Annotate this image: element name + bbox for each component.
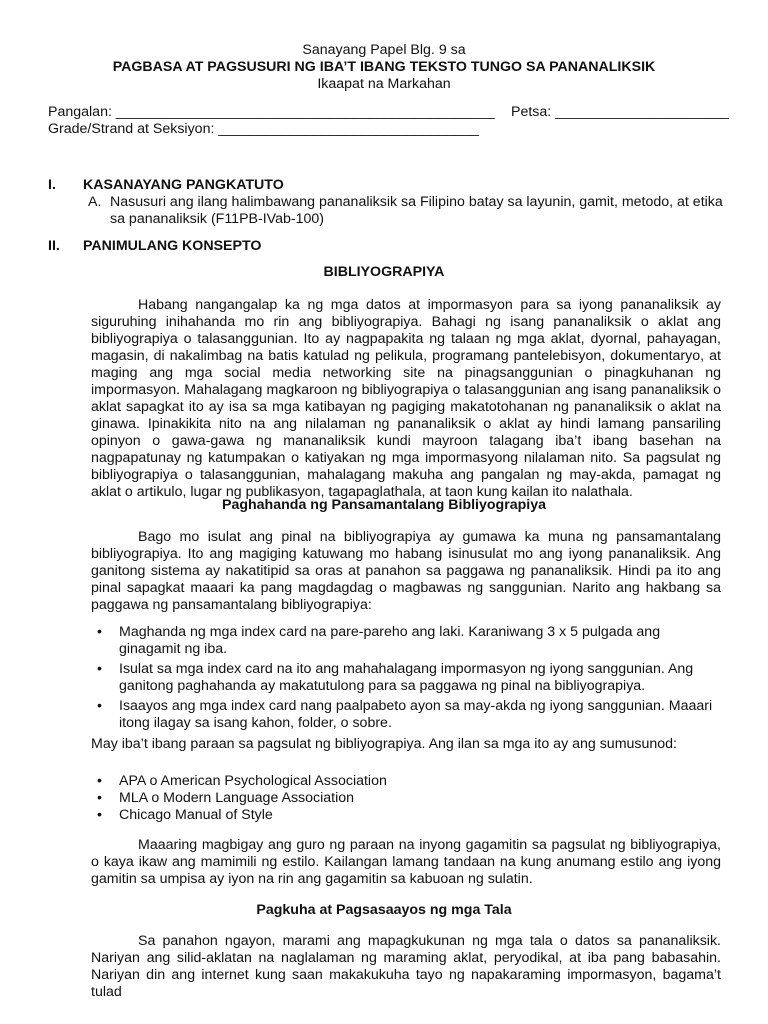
paragraph-text: Bago mo isulat ang pinal na bibliyograpiya ay gumawa ka muna ng pansamantalang bibliyograpiya. Ito ang magiging katuwang mo habang isinusulat mo ang iyong pananaliksik. Ang ganitong sistema ay nakatitipid sa oras at panahon sa paggawa ng pananaliksik. Hindi pa ito ang pinal sapagkat maaari ka pang magdagdag o magbawas ng sanggunian. Narito ang hakbang sa paggawa ng pansamantalang bibliyograpiya: xyxy=(91,529,721,613)
paragraph-text: Sa panahon ngayon, marami ang mapagkukunan ng mga tala o datos sa pananaliksik. Nariyan ang silid-aklatan na naglalaman ng maraming aklat, peryodikal, at iba pang babasahin. Nariyan din ang internet kung saan makakukuha tayo ng napakaraming impormasyon, bagama’t tulad xyxy=(91,933,721,1000)
section-2-number: II. xyxy=(48,238,60,254)
section-2-title: PANIMULANG KONSEPTO xyxy=(83,238,262,254)
document-title: PAGBASA AT PAGSUSURI NG IBA’T IBANG TEKSTO TUNGO SA PANANALIKSIK xyxy=(112,59,656,75)
paragraph-text: Habang nangangalap ka ng mga datos at impormasyon para sa iyong pananaliksik ay siguruhing inihahanda mo rin ang bibliyograpiya. Bahagi ng isang pananaliksik o aklat ang bibliyograpiya o talasanggunian. Ito ay nagpapakita ng talaan ng mga aklat, dyornal, pahayagan, magasin, di nakalimbag na batis katulad ng pelikula, programang pantelebisyon, dokumentaryo, at maging ang mga social media networking site na pinagsanggunian o pinagkuhanan ng impormasyon. Mahalagang magkaroon ng bibliyograpiya o talasanggunian ang isang pananaliksik o aklat sapagkat ito ay isa sa mga katibayan ng pagiging makatotohanan ng pananaliksik o aklat na ginawa. Ipinakikita nito na ang nilalaman ng pananaliksik o aklat ay hindi lamang pansariling opinyon o gawa-gawa ng mananaliksik kundi mayroon talagang iba’t ibang basehan na nagpapatunay ng katumpakan o katiyakan ng mga impormasyong nilalaman nito. Sa pagsulat ng bibliyograpiya o talasanggunian, mahalagang makuha ang pangalan ng may-akda, pamagat ng aklat o artikulo, lugar ng publikasyon, tagapaglathala, at taon kung kailan ito nalathala. xyxy=(91,297,721,500)
style-choice-paragraph xyxy=(91,837,721,888)
date-field[interactable]: Petsa: ______________________ xyxy=(511,104,729,120)
list-item: • Maghanda ng mga index card na pare-pareho ang laki. Karaniwang 3 x 5 pulgada ang ginagamit ng iba. xyxy=(91,624,721,658)
section-1-number: I. xyxy=(48,177,56,193)
citation-styles-list xyxy=(91,773,721,824)
worksheet-number: Sanayang Papel Blg. 9 sa xyxy=(302,42,466,58)
quarter-label: Ikaapat na Markahan xyxy=(317,76,451,92)
list-item: • Isulat sa mga index card na ito ang mahahalagang impormasyon ng iyong sanggunian. Ang ganitong paghahanda ay makatutulong para sa paggawa ng pinal na bibliyograpiya. xyxy=(91,661,721,695)
name-field[interactable]: Pangalan: ________________________________________________ xyxy=(48,104,495,120)
competency-letter: A. xyxy=(88,194,102,210)
temporary-bibliography-heading: Paghahanda ng Pansamantalang Bibliyograpiya xyxy=(221,497,547,513)
competency-text-line1: Nasusuri ang ilang halimbawang pananaliksik sa Filipino batay sa layunin, gamit, metodo, at etika xyxy=(110,194,723,210)
bibliography-heading: BIBLIYOGRAPIYA xyxy=(323,264,445,280)
list-item: • MLA o Modern Language Association xyxy=(91,790,721,807)
preparation-paragraph xyxy=(91,529,721,614)
steps-list xyxy=(91,624,721,735)
list-item: • APA o American Psychological Association xyxy=(91,773,721,790)
competency-text-line2: sa pananaliksik (F11PB-IVab-100) xyxy=(110,211,324,227)
bibliography-paragraph xyxy=(91,297,721,501)
list-item: • Isaayos ang mga index card nang paalpabeto ayon sa may-akda ng iyong sanggunian. Maaari itong ilagay sa isang kahon, folder, o sobre. xyxy=(91,698,721,732)
section-1-title: KASANAYANG PANGKATUTO xyxy=(83,177,284,193)
notes-heading: Pagkuha at Pagsasaayos ng mga Tala xyxy=(256,902,512,918)
paragraph-text: Maaaring magbigay ang guro ng paraan na inyong gagamitin sa pagsulat ng bibliyograpiya, o kaya ikaw ang mamimili ng estilo. Kailangan lamang tandaan na kung anumang estilo ang iyong gamitin sa umpisa ay iyon na rin ang gagamitin sa kabuoan ng sulatin. xyxy=(91,837,721,887)
notes-paragraph xyxy=(91,933,721,1001)
grade-section-field[interactable]: Grade/Strand at Seksiyon: _________________________________ xyxy=(48,121,479,137)
styles-intro: May iba’t ibang paraan sa pagsulat ng bibliyograpiya. Ang ilan sa mga ito ay ang sumusunod: xyxy=(91,736,678,752)
list-item: • Chicago Manual of Style xyxy=(91,807,721,824)
